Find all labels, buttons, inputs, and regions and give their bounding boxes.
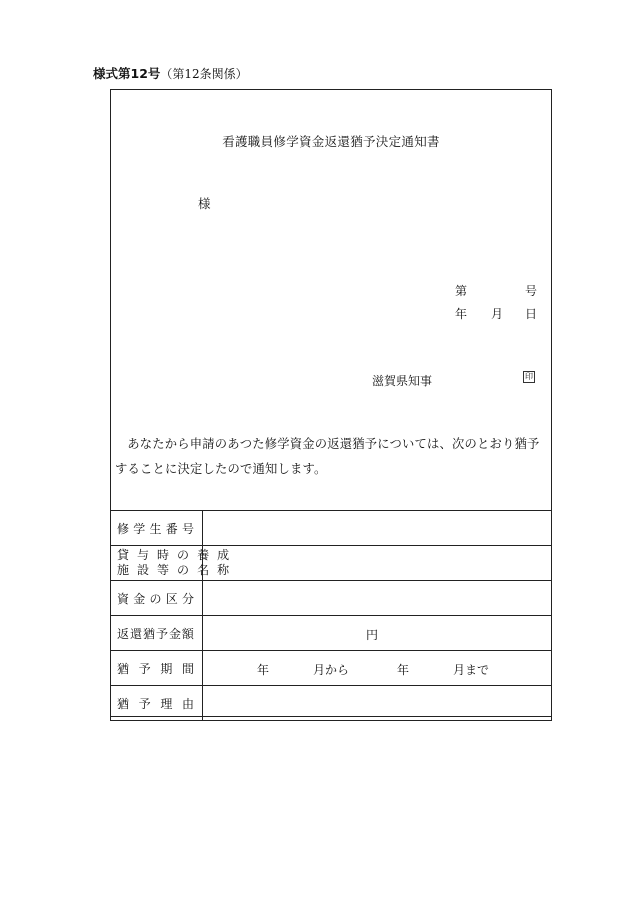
row-label (111, 581, 203, 616)
spread-label (117, 625, 202, 642)
label-char: 猶 (117, 696, 130, 711)
label-char: 生 (149, 521, 162, 536)
label-char: 額 (181, 626, 194, 641)
label-char: 間 (181, 661, 194, 676)
seal-mark: 印 (525, 372, 533, 381)
label-char: 資 (117, 591, 130, 606)
spread-label (117, 590, 202, 607)
label-char: の (177, 548, 190, 562)
details-table (110, 510, 552, 721)
label-line (117, 563, 230, 578)
label-char: 予 (138, 696, 151, 711)
to-year: 年 (397, 663, 410, 677)
addressee-suffix: 様 (198, 196, 211, 211)
label-char: 猶 (142, 626, 155, 641)
label-char: 号 (181, 521, 194, 536)
document-title: 看護職員修学資金返還猶予決定通知書 (222, 134, 440, 149)
table-row (111, 686, 552, 721)
label-char: 称 (217, 563, 230, 577)
label-char: 番 (165, 521, 178, 536)
deferral-amount-field[interactable] (203, 616, 552, 651)
student-number-field[interactable] (203, 511, 552, 546)
label-char: の (177, 563, 190, 577)
label-char: 養 (197, 548, 210, 562)
label-char: 修 (117, 521, 130, 536)
row-label (111, 686, 203, 721)
deferral-reason-field[interactable] (203, 686, 552, 721)
spread-label (117, 660, 202, 677)
table-row (111, 511, 552, 546)
facility-name-field[interactable] (203, 546, 552, 581)
label-char: 猶 (117, 661, 130, 676)
label-char: 予 (155, 626, 168, 641)
from-month: 月から (313, 663, 350, 677)
label-char: 由 (181, 696, 194, 711)
spread-label (117, 695, 202, 712)
table-row (111, 546, 552, 581)
date-year: 年 (455, 307, 468, 321)
label-char: 区 (165, 591, 178, 606)
yen-unit: 円 (366, 628, 379, 642)
table-row (111, 581, 552, 616)
label-char: 期 (160, 661, 173, 676)
table-row (111, 616, 552, 651)
label-char: 金 (168, 626, 181, 641)
issuer-name: 滋賀県知事 (372, 374, 433, 388)
to-month: 月まで (453, 663, 490, 677)
notice-body: あなたから申請のあつた修学資金の返還猶予については、次のとおり猶予することに決定したので通知します。 (115, 437, 540, 476)
form-number (93, 64, 248, 82)
label-char: 成 (217, 548, 230, 562)
row-label (111, 616, 203, 651)
row-label (111, 651, 203, 686)
label-line (117, 548, 230, 563)
label-char: 時 (157, 548, 170, 562)
label-char: 分 (181, 591, 194, 606)
label-char: 設 (137, 563, 150, 577)
deferral-period-field[interactable] (203, 651, 552, 686)
label-char: 貸 (117, 548, 130, 562)
spread-label (117, 520, 202, 537)
table-row (111, 651, 552, 686)
row-label (111, 546, 230, 581)
row-label (111, 511, 203, 546)
label-char: 返 (117, 626, 130, 641)
number-suffix: 号 (525, 284, 538, 298)
label-char: 理 (160, 696, 173, 711)
from-year: 年 (257, 663, 270, 677)
date-month: 月 (491, 307, 504, 321)
notice-frame (110, 89, 552, 717)
label-char: 施 (117, 563, 130, 577)
date-day: 日 (525, 307, 538, 321)
article-reference: （第12条関係） (160, 67, 248, 81)
number-prefix: 第 (455, 284, 468, 298)
label-char: の (149, 591, 162, 606)
fund-category-field[interactable] (203, 581, 552, 616)
label-char: 金 (133, 591, 146, 606)
label-char: 等 (157, 563, 170, 577)
form-label: 様式第12号 (93, 66, 161, 81)
label-char: 還 (129, 626, 142, 641)
label-char: 名 (197, 563, 210, 577)
label-char: 与 (137, 548, 150, 562)
label-char: 予 (138, 661, 151, 676)
label-char: 学 (133, 521, 146, 536)
